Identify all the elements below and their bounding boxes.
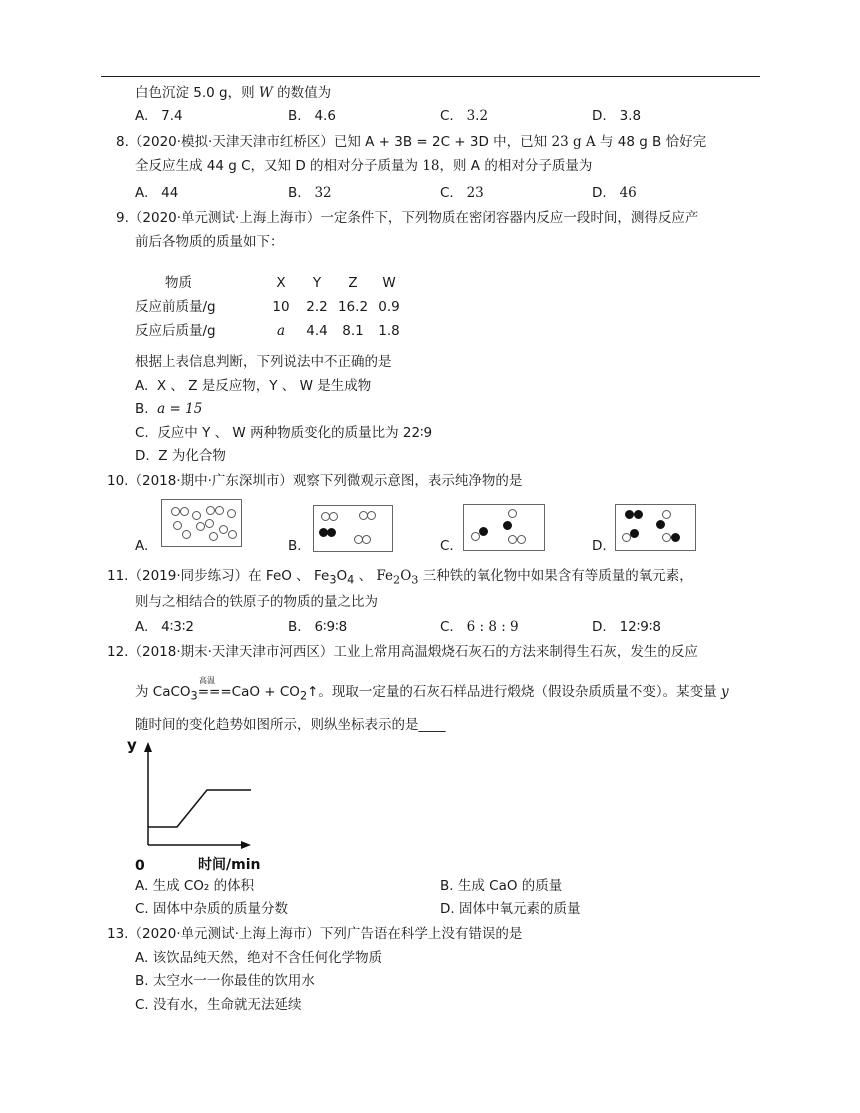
x-axis-label: 时间/min	[198, 857, 261, 873]
y-axis-arrow	[144, 742, 152, 752]
q7-option-a[interactable]: A. 7.4	[135, 108, 183, 124]
micro-diagram-b	[313, 505, 393, 552]
mass-table	[135, 271, 407, 343]
q9-option-b[interactable]: B. a = 15	[135, 401, 203, 417]
q8-stem-line2: 全反应生成 44 g C，又知 D 的相对分子质量为 18，则 A 的相对分子质量为	[135, 158, 593, 174]
q13-option-b[interactable]: B. 太空水一一你最佳的饮用水	[135, 973, 315, 989]
header-rule	[101, 76, 760, 77]
q8-option-c[interactable]: C. 23	[440, 185, 484, 201]
reaction-condition: 高温	[199, 676, 215, 685]
q10-option-c[interactable]: C.	[440, 538, 454, 554]
q11-option-b[interactable]: B. 6∶9∶8	[288, 619, 348, 635]
q12-option-c[interactable]: C. 固体中杂质的质量分数	[135, 901, 289, 917]
q9-option-a[interactable]: A. X 、 Z 是反应物，Y 、 W 是生成物	[135, 378, 372, 394]
q8-stem-line1: 8.（2020·模拟·天津天津市红桥区）已知 A + 3B = 2C + 3D 中，已知 23 g A 与 48 g B 恰好完	[116, 134, 707, 150]
q13-stem: 13.（2020·单元测试·上海上海市）下列广告语在科学上没有错误的是	[107, 926, 523, 942]
q12-stem-line3: 随时间的变化趋势如图所示，则纵坐标表示的是____	[135, 717, 446, 733]
q10-stem: 10.（2018·期中·广东深圳市）观察下列微观示意图，表示纯净物的是	[107, 473, 523, 489]
q7-option-c[interactable]: C. 3.2	[440, 108, 489, 124]
table-row: 反应后质量/g a 4.4 8.1 1.8	[135, 323, 400, 339]
q12-option-d[interactable]: D. 固体中氧元素的质量	[440, 901, 581, 917]
q11-option-a[interactable]: A. 4∶3∶2	[135, 619, 194, 635]
q9-option-c[interactable]: C. 反应中 Y 、 W 两种物质变化的质量比为 22∶9	[135, 425, 433, 441]
q8-option-d[interactable]: D. 46	[592, 185, 637, 201]
q10-option-d[interactable]: D.	[592, 538, 607, 554]
x-axis-arrow	[241, 841, 251, 849]
q12-stem-line2: 为 CaCO$_3$===CaO + $CO_2↑$。现取一定量的石灰石样品进行煅烧（假设杂质质量不变）。某变量 y	[135, 684, 729, 703]
q9-question: 根据上表信息判断，下列说法中不正确的是	[135, 354, 392, 370]
trend-line	[148, 790, 251, 827]
q8-option-b[interactable]: B. 32	[288, 185, 332, 201]
q13-option-c[interactable]: C. 没有水，生命就无法延续	[135, 997, 302, 1013]
q12-stem-line1: 12.（2018·期末·天津天津市河西区）工业上常用高温煅烧石灰石的方法来制得生石灰，发生的反应	[107, 644, 698, 660]
q12-option-a[interactable]: A. 生成 CO₂ 的体积	[135, 878, 255, 894]
q11-stem-line1: 11.（2019·同步练习）在 FeO 、 $Fe_3O_4$ 、 $Fe_2O_3$ 三种铁的氧化物中如果含有等质量的氧元素，	[107, 568, 693, 587]
micro-diagram-a	[161, 499, 242, 547]
table-header-row: 物质 X Y Z W	[165, 275, 396, 291]
q7-stem: 白色沉淀 5.0 g，则 W 的数值为	[135, 85, 332, 101]
q7-option-d[interactable]: D. 3.8	[592, 108, 642, 124]
q7-option-b[interactable]: B. 4.6	[288, 108, 336, 124]
micro-diagram-c	[463, 504, 545, 551]
q8-option-a[interactable]: A. 44	[135, 185, 179, 201]
micro-diagram-d	[615, 504, 696, 551]
q13-option-a[interactable]: A. 该饮品纯天然，绝对不含任何化学物质	[135, 950, 383, 966]
origin-label: 0	[135, 858, 145, 874]
q10-option-a[interactable]: A.	[135, 538, 149, 554]
q11-stem-line2: 则与之相结合的铁原子的物质的量之比为	[135, 594, 378, 610]
q11-option-d[interactable]: D. 12∶9∶8	[592, 619, 661, 635]
table-row: 反应前质量/g 10 2.2 16.2 0.9	[135, 299, 400, 315]
q10-option-b[interactable]: B.	[288, 538, 302, 554]
trend-graph	[120, 732, 270, 877]
q9-stem-line2: 前后各物质的质量如下：	[135, 234, 284, 250]
q9-stem-line1: 9.（2020·单元测试·上海上海市）一定条件下，下列物质在密闭容器内反应一段时间，测得反应产	[116, 210, 699, 226]
q12-option-b[interactable]: B. 生成 CaO 的质量	[440, 878, 563, 894]
q9-option-d[interactable]: D. Z 为化合物	[135, 448, 226, 464]
y-axis-label: y	[127, 736, 137, 754]
q11-option-c[interactable]: C. 6 : 8 : 9	[440, 619, 519, 635]
